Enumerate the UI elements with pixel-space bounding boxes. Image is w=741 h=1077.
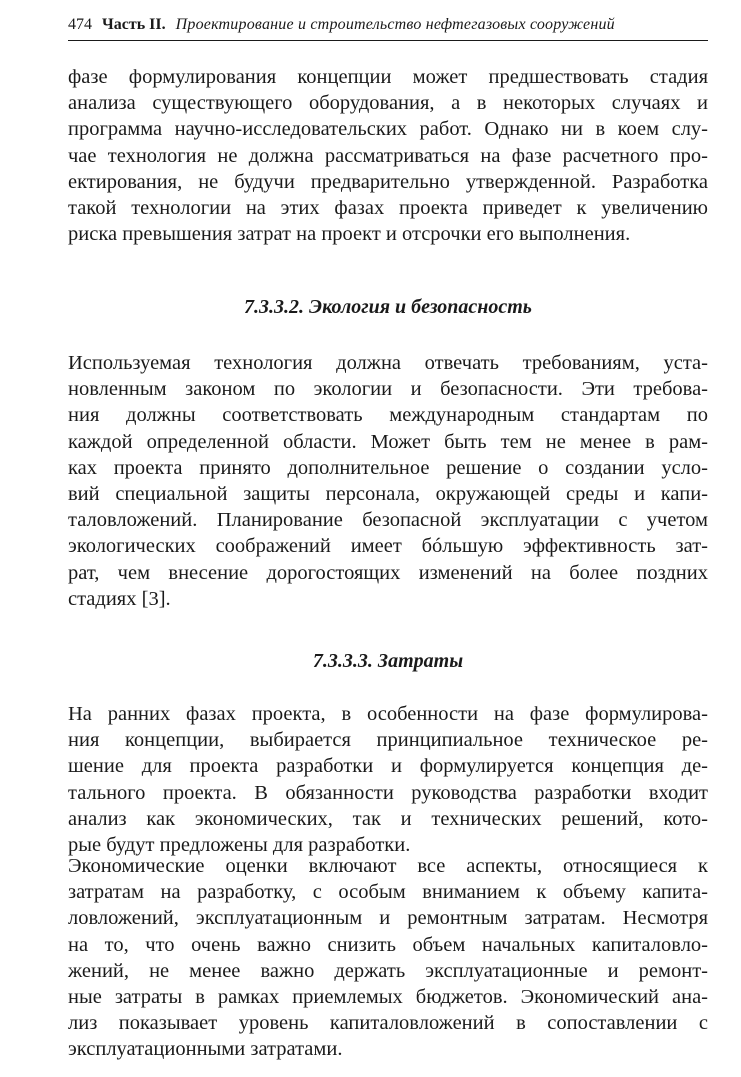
running-head bbox=[68, 14, 708, 41]
paragraph-ecology-safety bbox=[68, 350, 708, 612]
text-line: риска превышения затрат на проект и отсрочки его выполнения. bbox=[68, 223, 631, 246]
text-line: ния концепции, выбирается принципиальное техническое ре- bbox=[68, 729, 708, 752]
text-line: фазе формулирования концепции может предшествовать стадия bbox=[68, 66, 708, 88]
text-line: тального проекта. В обязанности руководства разработки входит bbox=[68, 781, 708, 804]
text-line: Экономические оценки включают все аспекты, относящиеся к bbox=[68, 855, 708, 877]
text-line: ния должны соответствовать международным стандартам по bbox=[68, 404, 708, 427]
section-heading-ecology-safety: 7.3.3.2. Экология и безопасность bbox=[244, 296, 532, 318]
text-line: чае технология не должна рассматриваться на фазе расчетного про- bbox=[68, 144, 708, 167]
text-line: стадиях [3]. bbox=[68, 587, 171, 610]
paragraph-early-phases bbox=[68, 701, 708, 858]
text-line: шение для проекта разработки и формулируется концепция де- bbox=[68, 755, 708, 778]
text-line: на то, что очень важно снизить объем начальных капиталовло- bbox=[68, 933, 708, 956]
text-line: вий специальной защиты персонала, окружающей среды и капи- bbox=[68, 482, 708, 505]
text-line: такой технологии на этих фазах проекта приведет к увеличению bbox=[68, 196, 708, 219]
text-line: экологических соображений имеет бóльшую эффективность зат- bbox=[68, 535, 708, 558]
text-line: ловложений, эксплуатационным и ремонтным затратам. Несмотря bbox=[68, 907, 708, 930]
text-line: лиз показывает уровень капиталовложений в сопоставлении с bbox=[68, 1012, 708, 1035]
running-title: Проектирование и строительство нефтегазовых сооружений bbox=[175, 16, 615, 33]
text-line: каждой определенной области. Может быть тем не менее в рам- bbox=[68, 430, 708, 453]
text-line: рат, чем внесение дорогостоящих изменений на более поздних bbox=[68, 561, 708, 584]
text-line: ках проекта принято дополнительное решение о создании усло- bbox=[68, 456, 708, 479]
text-line: ектирования, не будучи предварительно утвержденной. Разработка bbox=[68, 170, 708, 193]
text-line: рые будут предложены для разработки. bbox=[68, 833, 411, 856]
paragraph-economic-assessment bbox=[68, 853, 708, 1063]
text-line: анализ как экономических, так и технических решений, кото- bbox=[68, 807, 708, 830]
text-line: На ранних фазах проекта, в особенности на фазе формулирова- bbox=[68, 703, 708, 725]
text-line: анализа существующего оборудования, а в некоторых случаях и bbox=[68, 92, 708, 115]
text-line: программа научно-исследовательских работ. Однако ни в коем слу- bbox=[68, 118, 708, 141]
text-line: эксплуатационными затратами. bbox=[68, 1038, 343, 1061]
page-number: 474 bbox=[68, 16, 92, 33]
paragraph-technology-approval bbox=[68, 64, 708, 247]
section-heading-costs: 7.3.3.3. Затраты bbox=[312, 650, 464, 672]
text-line: таловложений. Планирование безопасной эксплуатации с учетом bbox=[68, 509, 708, 532]
text-line: ные затраты в рамках приемлемых бюджетов. Экономический ана- bbox=[68, 985, 708, 1008]
text-line: затратам на разработку, с особым вниманием к объему капита- bbox=[68, 881, 708, 904]
text-line: жений, не менее важно держать эксплуатационные и ремонт- bbox=[68, 959, 708, 982]
text-line: новленным законом по экологии и безопасности. Эти требова- bbox=[68, 378, 708, 401]
text-line: Используемая технология должна отвечать требованиям, уста- bbox=[68, 352, 708, 374]
part-label: Часть II. bbox=[102, 16, 166, 33]
